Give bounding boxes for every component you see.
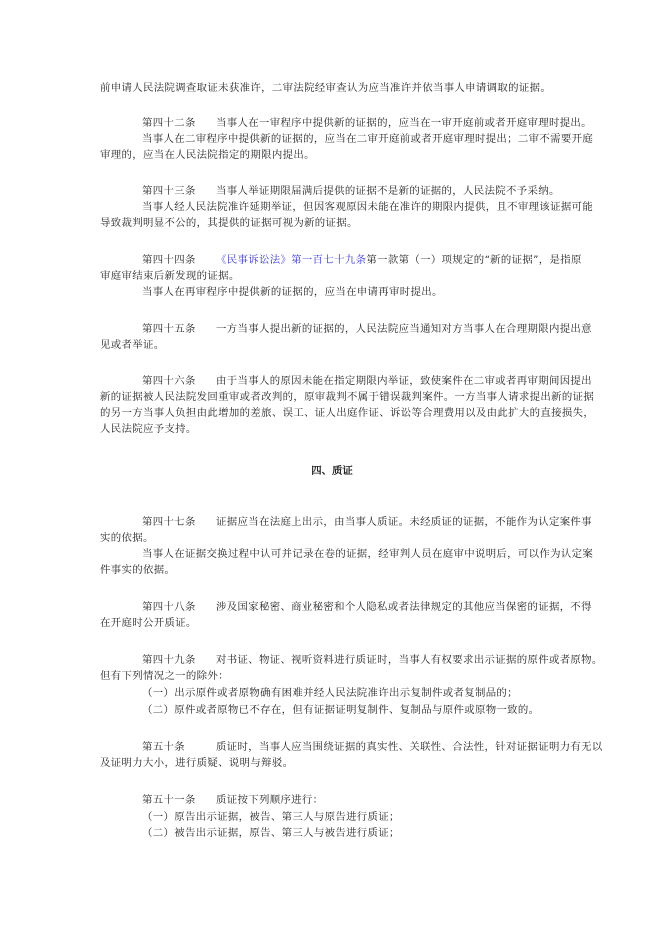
text-line: 但有下列情况之一的除外：: [100, 670, 229, 682]
article-44: [142, 253, 582, 267]
article-45: [142, 322, 592, 336]
text-line: （二）原件或者原物已不存在，但有证据证明复制件、复制品与原件或原物一致的。: [142, 704, 540, 716]
article-number: 第五十条: [142, 741, 185, 753]
text-line: （一）出示原件或者原物确有困难并经人民法院准许出示复制件或者复制品的；: [142, 687, 518, 699]
article-number: 第四十三条: [142, 185, 196, 197]
article-text: 由于当事人的原因未能在指定期限内举证，致使案件在二审或者再审期间因提出: [216, 375, 592, 387]
article-number: 第四十八条: [142, 601, 196, 613]
article-number: 第五十一条: [142, 794, 196, 806]
article-text: 当事人举证期限届满后提供的证据不是新的证据的，人民法院不予采纳。: [216, 185, 560, 197]
article-number: 第四十五条: [142, 323, 196, 335]
text-line: 审庭审结束后新发现的证据。: [100, 270, 240, 282]
article-text: 证据应当在法庭上出示，由当事人质证。未经质证的证据，不能作为认定案件事: [216, 516, 592, 528]
section-heading: 四、质证: [311, 465, 353, 477]
text-line: 当事人在二审程序中提供新的证据的，应当在二审开庭前或者开庭审理时提出；二审不需要开庭: [142, 133, 594, 145]
article-50: [142, 740, 603, 754]
text-line: 及证明力大小，进行质疑、说明与辩驳。: [100, 757, 294, 769]
article-text: 第一款第（一）项规定的“新的证据”，是指原: [366, 254, 582, 266]
article-49: [142, 653, 603, 667]
text-line: 在开庭时公开质证。: [100, 617, 197, 629]
article-number: 第四十七条: [142, 516, 196, 528]
law-reference-link[interactable]: 《民事诉讼法》第一百七十九条: [216, 254, 367, 266]
article-46: [142, 374, 592, 388]
text-line: 前申请人民法院调查取证未获准许，二审法院经审查认为应当准许并依当事人申请调取的证据。: [100, 82, 552, 94]
article-text: 对书证、物证、视听资料进行质证时，当事人有权要求出示证据的原件或者原物。: [216, 654, 603, 666]
text-line: 审理的，应当在人民法院指定的期限内提出。: [100, 149, 315, 161]
article-number: 第四十九条: [142, 654, 196, 666]
article-text: 质证按下列顺序进行：: [216, 794, 324, 806]
article-number: 第四十四条: [142, 254, 196, 266]
article-text: 当事人在一审程序中提供新的证据的，应当在一审开庭前或者开庭审理时提出。: [216, 117, 592, 129]
text-line: 当事人在再审程序中提供新的证据的，应当在申请再审时提出。: [142, 286, 443, 298]
text-line: 当事人经人民法院准许延期举证，但因客观原因未能在准许的期限内提供，且不审理该证据可能: [142, 201, 594, 213]
text-line: 的另一方当事人负担由此增加的差旅、误工、证人出庭作证、诉讼等合理费用以及由此扩大的直接损失，: [100, 407, 595, 419]
article-number: 第四十二条: [142, 117, 196, 129]
article-42: [142, 116, 592, 130]
article-51: [142, 793, 323, 807]
article-text: 质证时，当事人应当围绕证据的真实性、关联性、合法性，针对证据证明力有无以: [216, 741, 603, 753]
text-line: （二）被告出示证据，原告、第三人与被告进行质证；: [142, 827, 400, 839]
article-47: [142, 515, 592, 529]
text-line: 人民法院应予支持。: [100, 423, 197, 435]
article-text: 涉及国家秘密、商业秘密和个人隐私或者法律规定的其他应当保密的证据，不得: [216, 601, 592, 613]
text-line: 件事实的依据。: [100, 564, 176, 576]
article-number: 第四十六条: [142, 375, 196, 387]
article-text: 一方当事人提出新的证据的，人民法院应当通知对方当事人在合理期限内提出意: [216, 323, 592, 335]
text-line: 见或者举证。: [100, 339, 165, 351]
text-line: 导致裁判明显不公的，其提供的证据可视为新的证据。: [100, 217, 358, 229]
article-43: [142, 184, 560, 198]
text-line: （一）原告出示证据，被告、第三人与原告进行质证；: [142, 811, 400, 823]
article-48: [142, 600, 592, 614]
text-line: 实的依据。: [100, 532, 154, 544]
text-line: 当事人在证据交换过程中认可并记录在卷的证据，经审判人员在庭审中说明后，可以作为认定案: [142, 548, 594, 560]
text-line: 新的证据被人民法院发回重审或者改判的，原审裁判不属于错误裁判案件。一方当事人请求提出新的证据: [100, 391, 595, 403]
